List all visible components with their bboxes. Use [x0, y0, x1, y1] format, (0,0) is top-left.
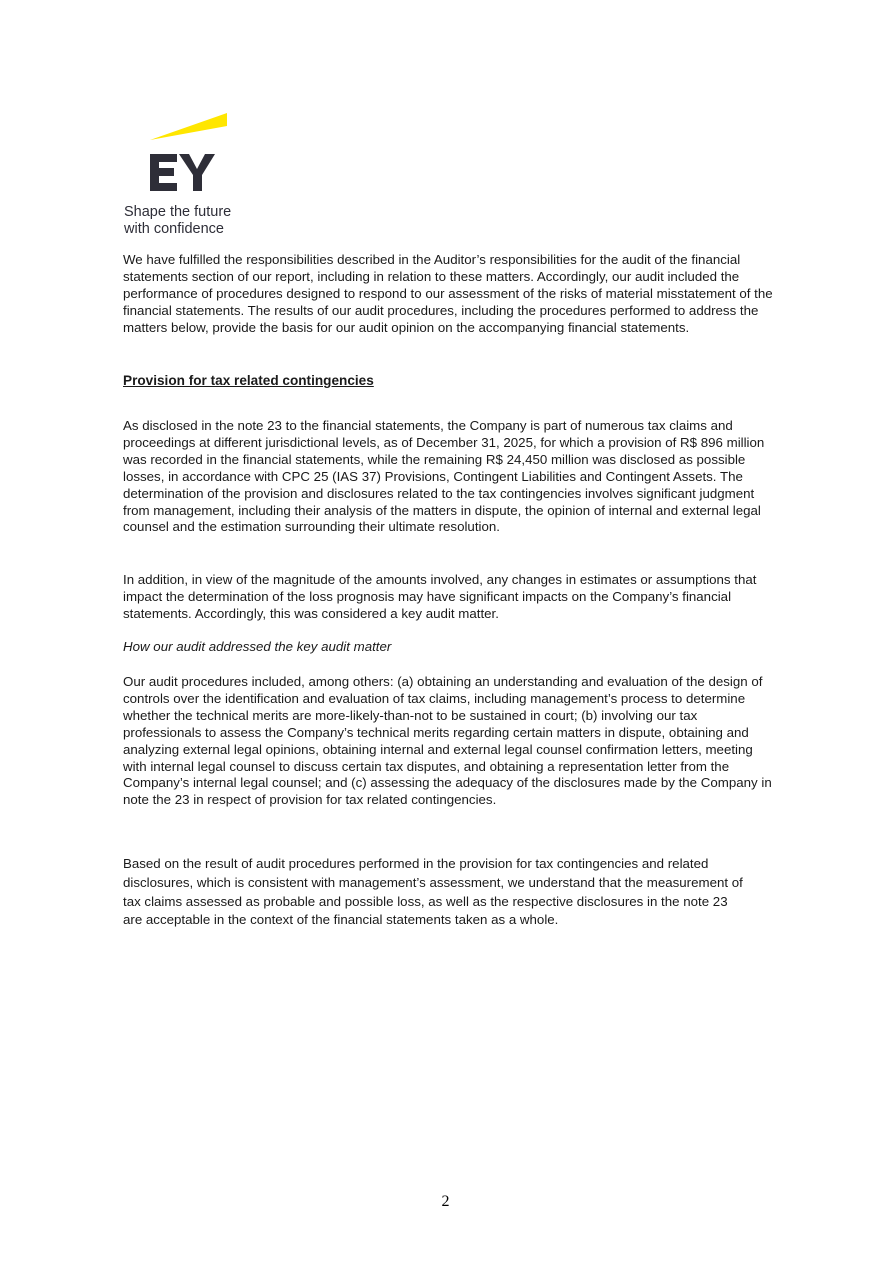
magnitude-paragraph: In addition, in view of the magnitude of the amounts involved, any changes in estimates or assumptions that impact the determination of the loss prognosis may have significant impacts on the Company’s financial statements. Accordingly, this was considered a key audit matter. — [123, 572, 757, 621]
intro-paragraph: We have fulfilled the responsibilities described in the Auditor’s responsibilities for the audit of the financial statements section of our report, including in relation to these matters. Accordingly, our audit included the performance of procedures designed to respond to our assessment of the risks of material misstatement of the financial statements. The results of our audit procedures, including the procedures performed to address the matters below, provide the basis for our audit opinion on the accompanying financial statements. — [123, 252, 773, 335]
subheading: How our audit addressed the key audit matter — [123, 639, 392, 654]
logo-tagline — [124, 204, 231, 238]
procedures-paragraph: Our audit procedures included, among others: (a) obtaining an understanding and evaluation of the design of controls over the identification and evaluation of tax claims, including management’s process to determine whether the technical merits are more-likely-than-not to be sustained in court; (b) involving our tax professionals to assess the Company’s technical merits regarding certain matters in dispute, obtaining and analyzing external legal opinions, obtaining internal and external legal counsel confirmation letters, meeting with internal legal counsel to discuss certain tax disputes, and obtaining a representation letter from the Company’s internal legal counsel; and (c) assessing the adequacy of the disclosures made by the Company in note the 23 in respect of provision for tax related contingencies. — [123, 674, 772, 808]
conclusion-paragraph: Based on the result of audit procedures performed in the provision for tax contingencies and related disclosures, which is consistent with management’s assessment, we understand that the measurement of tax claims assessed as probable and possible loss, as well as the respective disclosures in the note 23 are acceptable in the context of the financial statements taken as a whole. — [123, 856, 743, 928]
tagline-line-2: with confidence — [124, 221, 224, 237]
tagline-line-1: Shape the future — [124, 204, 232, 220]
page-number: 2 — [441, 1193, 450, 1210]
disclosure-paragraph: As disclosed in the note 23 to the financial statements, the Company is part of numerous tax claims and proceedings at different jurisdictional levels, as of December 31, 2025, for which a provision of R$ 896 million was recorded in the financial statements, while the remaining R$ 24,450 million was disclosed as possible losses, in accordance with CPC 25 (IAS 37) Provisions, Contingent Liabilities and Contingent Assets. The determination of the provision and disclosures related to the tax contingencies involves significant judgment from management, including their analysis of the matters in dispute, the opinion of internal and external legal counsel and the estimation surrounding their ultimate resolution. — [123, 418, 765, 535]
ey-logo-beam — [150, 113, 227, 140]
ey-logo-graphic — [120, 110, 260, 200]
ey-logo-letters — [150, 154, 215, 191]
section-heading: Provision for tax related contingencies — [123, 373, 374, 388]
